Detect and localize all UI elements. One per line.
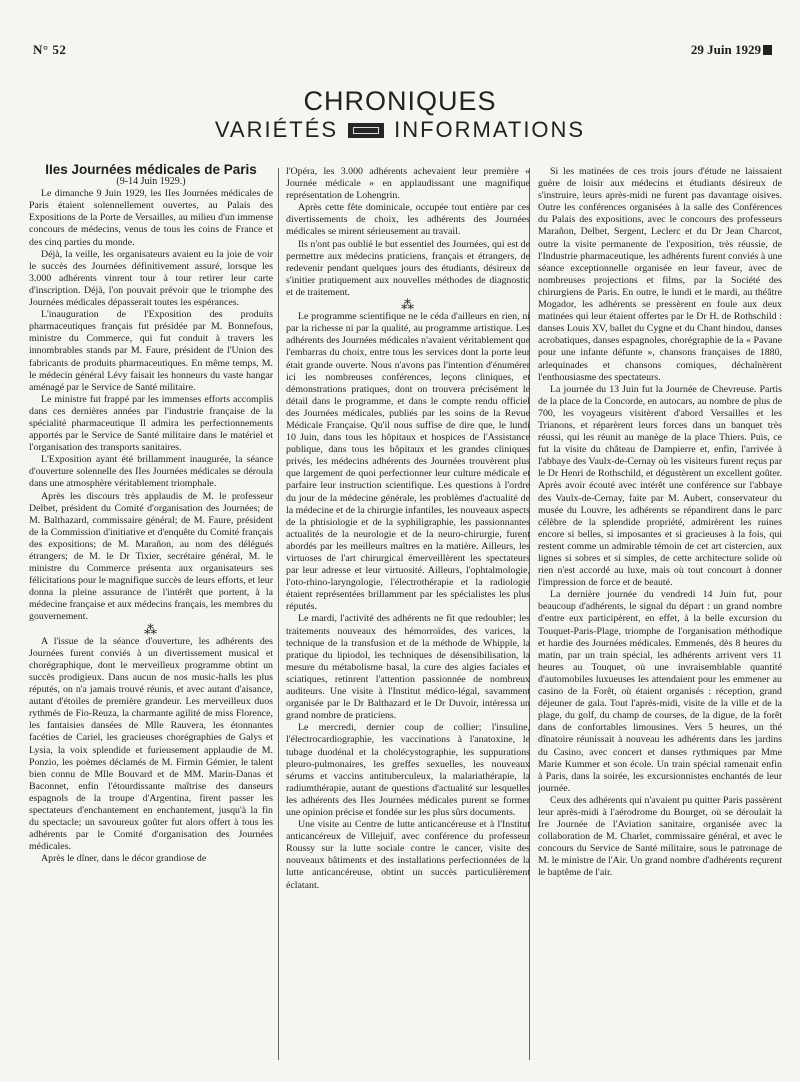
paragraph: A l'issue de la séance d'ouverture, les adhérents des Journées furent conviés à un divertissement musical et chorégraphique, dont le merveilleux programme obtint un succès prodigieux. Dans aucun de nos music-halls les plus réputés, on n'a jamais trouvé réunis, et avec autant d'aisance, autant d'étoiles de première grandeur. Les merveilleux duos rythmés de Fio-Reuza, la charmante agilité de miss Florence, les fantaisies dansées de Mlle Rauvera, les étonnantes facéties de Cariel, les gracieuses chorégraphies de Galys et Lysia, la voix splendide et furieusement applaudie de M. Ponzio, les poèmes déclamés de M. Firmin Gémier, le talent bien connu de Mlle Bouvard et de MM. Marin-Danas et Baconnet, enfin l'étourdissante maîtrise des danseurs espagnols de la troupe d'Argentina, firent passer les spectateurs d'enchantement en enchantement, jusqu'à la fin du spectacle; un savoureux goûter fut alors offert à tous les adhérents par le Comité d'organisation des Journées médicales. bbox=[29, 635, 273, 853]
column-divider-1 bbox=[278, 168, 279, 1060]
section-separator-asterism: ⁂ bbox=[401, 297, 415, 313]
column-2 bbox=[286, 166, 530, 1066]
paragraph: Après les discours très applaudis de M. le professeur Delbet, président du Comité d'organisation des Journées; de M. Balthazard, commissaire général; de M. Faure, président de la Commission d'initiative et d'enquête du Comité français des expositions; de M. Marañon, au nom des délégués étrangers; de M. le Dr Tixier, secrétaire général, M. le ministre du Commerce présenta aux organisateurs ses félicitations pour le magnifique succès de leurs efforts, et leur donna la pleine assurance de l'intérêt que portent, à la médecine française et aux médecins français, les membres du gouvernement. bbox=[29, 490, 273, 623]
subtitle-varietes: VARIÉTÉS bbox=[214, 117, 339, 142]
paragraph: L'Exposition ayant été brillamment inaugurée, la séance d'ouverture solennelle des IIes Journées médicales se déroula dans une atmosphère véritablement triomphale. bbox=[29, 454, 273, 490]
article-title: IIes Journées médicales de Paris bbox=[45, 164, 257, 177]
article-date: (9-14 Juin 1929.) bbox=[116, 176, 186, 188]
paragraph: Déjà, la veille, les organisateurs avaient eu la joie de voir le succès des Journées définitivement assuré, lorsque les 3.000 adhérents vinrent tour à tour retirer leur carte d'inscription. Déjà, l'on pouvait prévoir que le triomphe des Journées médicales dépasserait toutes les espérances. bbox=[29, 248, 273, 309]
paragraph: Le mercredi, dernier coup de collier; l'insuline, l'électrocardiographie, les vaccinations à l'anatoxine, le tubage duodénal et la cholécystographie, les suppurations pleuro-pulmonaires, les greffes sexuelles, les nouveaux sérums et vaccins antituberculeux, la malariathérapie, la radiumthérapie, autant de questions d'actualité sur lesquelles les adhérents des IIes Journées médicales purent se former une opinion précise et fondée sur les plus sûrs documents. bbox=[286, 722, 530, 818]
paragraph: La dernière journée du vendredi 14 Juin fut, pour beaucoup d'adhérents, le signal du départ : un grand nombre d'entre eux participèrent, en effet, à la belle excursion du Touquet-Paris-Plage, triomphe de l'organisation méthodique et hardie des Journées médicales. Emmenés, dès 8 heures du matin, par un train spécial, les adhérents arrivent vers 11 heures au Touquet, où une invraisemblable quantité d'automobiles luxueuses les attendaient pour les emmener au casino de la Forêt, où étaient organisés : réception, grand déjeuner de gala. Tout l'après-midi, visite de la ville et de la plage, du golf, du champ de courses, de la digue, de la forêt dans de confortables limousines. Vers 5 heures, un thé dînatoire réunissait à nouveau les adhérents dans les jardins du Casino, avec concert et danses rythmiques par Mme Marie Kummer et son école. Un train spécial ramenait enfin à Paris, dans la soirée, les excursionnistes enchantés de leur journée. bbox=[538, 589, 782, 794]
issue-date bbox=[691, 42, 772, 58]
paragraph: L'inauguration de l'Exposition des produits pharmaceutiques français fut présidée par M. Bonnefous, ministre du Commerce, qui fut conduit à travers les innombrables stands par M. Faure, président de l'Union des fabricants de produits pharmaceutiques. En même temps, M. le médecin général Lévy faisait les honneurs du vaste hangar aménagé par le Service de Santé militaire. bbox=[29, 309, 273, 393]
section-subtitle bbox=[0, 117, 800, 143]
paragraph: l'Opéra, les 3.000 adhérents achevaient leur première « Journée médicale » en applaudissant une magnifique représentation de Lohengrin. bbox=[286, 166, 530, 202]
section-separator-asterism: ⁂ bbox=[144, 621, 158, 637]
issue-number: N° 52 bbox=[33, 42, 67, 57]
subtitle-informations: INFORMATIONS bbox=[394, 117, 586, 142]
ornament-icon bbox=[348, 123, 384, 138]
column-3 bbox=[538, 166, 782, 1066]
paragraph: La journée du 13 Juin fut la Journée de Chevreuse. Partis de la place de la Concorde, en autocars, au nombre de plus de 700, les voyageurs visitèrent d'abord Versailles et les Trianons, et réparèrent leurs forces dans un banquet très réussi, qui les réunit au manège de la place Thiers. Puis, ce fut la visite du château de Dampierre et, enfin, l'arrivée à l'abbaye des Vaulx-de-Cernay où les visiteurs furent reçus par le Dr Henri de Rothschild, et dégustèrent un excellent goûter. Après avoir écouté avec intérêt une conférence sur l'abbaye des Vaulx-de-Cernay, faite par M. Aubert, conservateur du musée du Louvre, les adhérents se répandirent dans le parc célèbre de la splendide propriété, admirèrent les ruines encore si belles, si imposantes et si gracieuses à la fois, qui restent comme un admirable témoin de cet art cistercien, aux lignes si sobres et si simples, de cette architecture solide où rien n'est accordé au luxe, mais où tout concourt à donner l'impression de force et de beauté. bbox=[538, 383, 782, 589]
paragraph: Le ministre fut frappé par les immenses efforts accomplis dans ces dernières années par l'industrie française de la spécialité pharmaceutique Il admira les perfectionnements apportés par le Service de Santé militaire dans le matériel et l'organisation des transports sanitaires. bbox=[29, 393, 273, 454]
paragraph: Après cette fête dominicale, occupée tout entière par ces divertissements de choix, les adhérents des Journées médicales se mirent sérieusement au travail. bbox=[286, 202, 530, 238]
section-title-chroniques: CHRONIQUES bbox=[303, 86, 497, 116]
paragraph: Le mardi, l'activité des adhérents ne fit que redoubler; les traitements nouveaux des hémorroïdes, des varices, la technique de la transfusion et de la méthode de Whipple, la pratique du lipiodol, les techniques de désensibilisation, la mesure du métabolisme basal, la cure des algies faciales et sciatiques, retinrent l'attention passionnée de nombreux auditeurs. Une visite à l'Institut médico-légal, savamment organisée par le Dr Balthazard et le Dr Duvoir, intéressa un grand nombre de praticiens. bbox=[286, 613, 530, 722]
page-corner-mark bbox=[763, 45, 772, 55]
paragraph: Si les matinées de ces trois jours d'étude ne laissaient guère de loisir aux médecins et étudiants désireux de s'instruire, leurs après-midi ne furent pas davantage oisives. Outre les conférences organisées à la salle des Conférences du Palais des expositions, avec le concours des professeurs Marañon, Delbet, Sergent, Leclerc et du Dr Jean Charcot, outre la visite permanente de l'exposition, très réussie, de l'Industrie pharmaceutique, les adhérents furent conviés à une séance exceptionnelle organisée en leur faveur, avec de nombreuses projections et films, par la Société des chirurgiens de Paris. En outre, le lundi et le mardi, au théâtre Mogador, les adhérents se pressèrent en foule aux deux matinées qui leur étaient offertes par le Dr H. de Rothschild : danses Louis XV, ballet du Cygne et du Chant hindou, danses acrobatiques, danses espagnoles, chorégraphie de la « Pavane pour une infante défunte », chansons françaises de 1880, arlequinades et chansons comiques, déchaînèrent l'enthousiasme des spectateurs. bbox=[538, 166, 782, 383]
paragraph: Après le dîner, dans le décor grandiose de bbox=[41, 853, 207, 865]
paragraph: Le dimanche 9 Juin 1929, les IIes Journées médicales de Paris étaient solennellement ouvertes, au Palais des Expositions de la Porte de Versailles, au milieu d'un immense concours de médecins, venus de tous les coins de France et des cinq parties du monde. bbox=[29, 188, 273, 248]
paragraph: Ceux des adhérents qui n'avaient pu quitter Paris passèrent leur après-midi à l'aérodrome du Bourget, où se déroulait la Ire Journée de l'Aviation sanitaire, organisée avec la collaboration de M. Charlet, commissaire général, et avec le concours du Service de Santé militaire, sous le patronage de M. le ministre de l'Air. Un grand nombre d'adhérents reçurent le baptême de l'air. bbox=[538, 794, 782, 879]
paragraph: Ils n'ont pas oublié le but essentiel des Journées, qui est de permettre aux médecins praticiens, français et étrangers, de redevenir pendant quelques jours des étudiants, désireux de s'initier pratiquement aux nouvelles méthodes de diagnostic et de traitement. bbox=[286, 238, 530, 298]
paragraph: Une visite au Centre de lutte anticancéreuse et à l'Institut anticancéreux de Villejuif, avec conférence du professeur Roussy sur la lutte sociale contre le cancer, visite des nouveaux bâtiments et des installations perfectionnées de la lutte anticancéreuse, obtint un succès particulièrement éclatant. bbox=[286, 819, 530, 891]
column-1 bbox=[29, 164, 273, 1064]
paragraph: Le programme scientifique ne le céda d'ailleurs en rien, ni par la richesse ni par la qualité, au programme artistique. Les adhérents des Journées médicales n'avaient véritablement que l'embarras du choix, entre tous les services dont la porte leur était grande ouverte. Nous n'avons pas l'intention d'énumérer ici les nombreuses conférences, leçons cliniques, et démonstrations pratiques, dont on trouvera précisément le détail dans le programme, et dans le compte rendu officiel des Journées médicales, publiés par les soins de la Revue Médicale Française. Qu'il nous suffise de dire que, le lundi 10 Juin, dans tous les hôpitaux et hospices de l'Assistance publique, dans tous les hôpitaux et les grandes cliniques privés, les médecins adhérents des Journées trouvèrent plus que largement de quoi perfectionner leur culture médicale et parfaire leur instruction scientifique. Les questions à l'ordre du jour de la médecine générale, les problèmes d'actualité de la médecine et de la chirurgie infantiles, les nouveaux aspects de la phtisiologie et de la syphiligraphie, les passionnantes actualités de la neurologie et de la neuro-chirurgie, furent abordés par les meilleurs maîtres en la matière. Ailleurs, les virtuoses de l'art chirurgical émerveillèrent les spectateurs par leur adresse et leur virtuosité. Ailleurs, l'ophtalmologie, l'oto-rhino-laryngologie, l'électrothérapie et la radiologie étaient représentées brillamment par les spécialistes les plus réputés. bbox=[286, 311, 530, 613]
issue-date-text: 29 Juin 1929 bbox=[690, 42, 761, 57]
